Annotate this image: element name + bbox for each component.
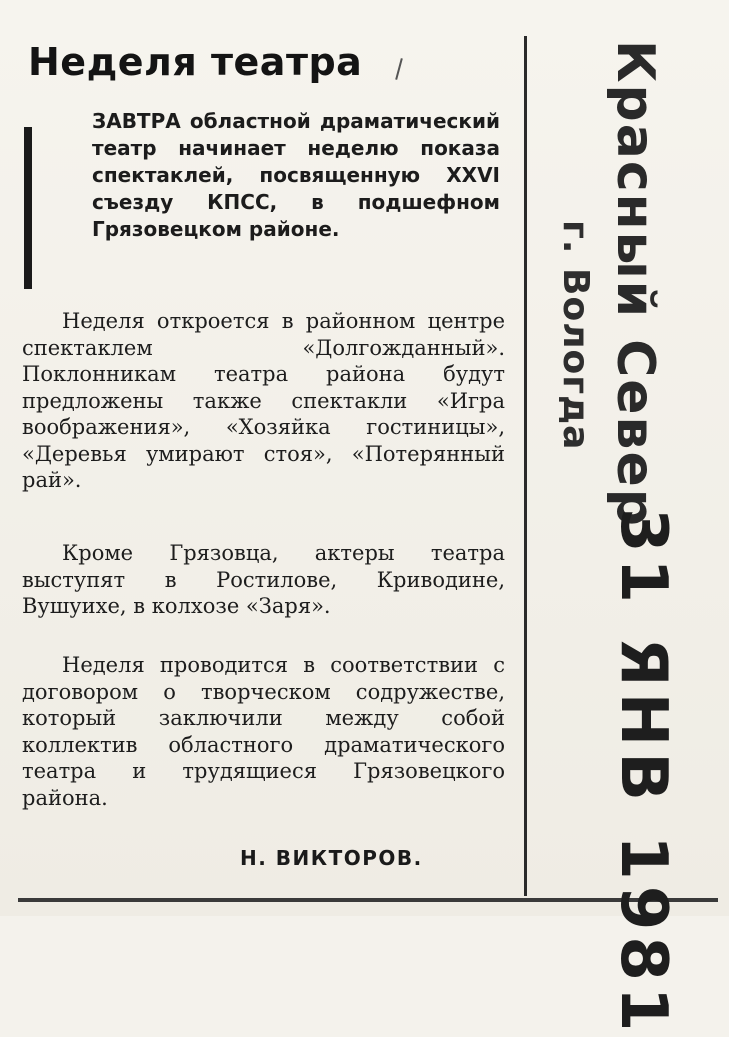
article-lead: ЗАВТРА областной драматический театр начинает неделю показа спектаклей, посвященную XXVI съезду КПСС, в подшефном Грязовецком районе. xyxy=(92,109,500,241)
article-author: Н. ВИКТОРОВ. xyxy=(240,846,423,870)
stamp-city: г. Вологда xyxy=(555,220,596,451)
stamp-newspaper-name: Красный Север xyxy=(605,40,665,528)
article-paragraph-1: Неделя откроется в районном центре спектаклем «Долгожданный». Поклонникам театра района будут предложены также спектакли «Игра воображения», «Хозяйка гостиницы», «Деревья умирают стоя», «Потерянный рай». xyxy=(22,309,505,492)
article-paragraph-2: Кроме Грязовца, актеры театра выступят в Ростилове, Криводине, Вушуихе, в колхозе «Заря». xyxy=(22,541,505,618)
ink-scratch-mark xyxy=(395,58,403,80)
column-divider xyxy=(524,36,527,896)
article-paragraph-3: Неделя проводится в соответствии с договором о творческом содружестве, который заключили между собой коллектив областного драматического театра и трудящиеся Грязовецкого района. xyxy=(22,653,505,810)
lead-accent-bar xyxy=(24,127,32,289)
stamp-date: 31 ЯНВ 1981 xyxy=(606,508,680,1037)
article-title: Неделя театра xyxy=(28,40,363,84)
